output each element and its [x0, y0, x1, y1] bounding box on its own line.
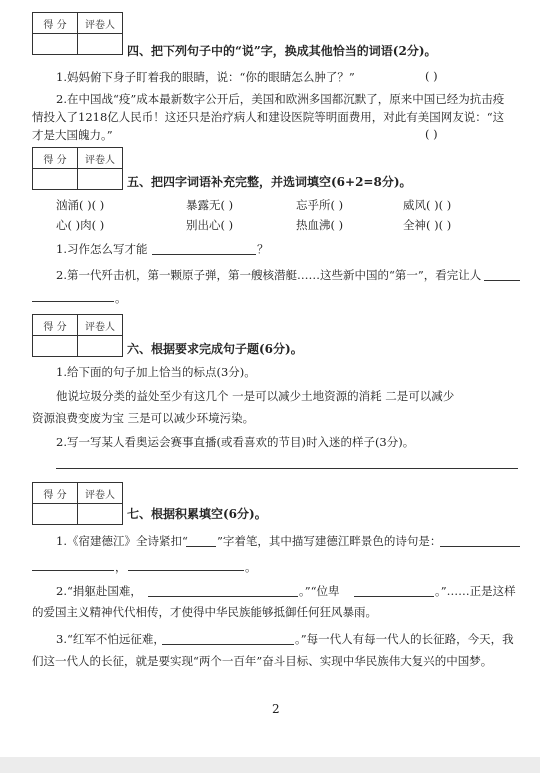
s7-q1-blank-poem-c[interactable] [128, 570, 244, 571]
idiom-1[interactable]: 汹涌( )( ) [56, 198, 105, 212]
score-label: 得 分 [33, 315, 78, 336]
s6-q1-line1: 他说垃圾分类的益处至少有这几个 一是可以减少土地资源的消耗 二是可以减少 [56, 389, 455, 403]
s7-q3-a: 3.“红军不怕远征难， [56, 632, 165, 646]
s4-q2-line1: 2.在中国战“疫”成本最新数字公开后，美国和欧洲多国都沉默了，原来中国已经为抗击疫 [56, 92, 505, 106]
idiom-6[interactable]: 别出心( ) [186, 218, 234, 232]
grader-box[interactable] [78, 34, 123, 55]
score-box[interactable] [33, 169, 78, 190]
s7-q2-b: 。”“位卑 [299, 584, 340, 598]
grader-box[interactable] [78, 169, 123, 190]
s7-q1-comma: ， [115, 560, 127, 574]
s5-q2-blank-a[interactable] [484, 280, 520, 281]
score-table-5 [32, 147, 123, 190]
score-label: 得 分 [33, 148, 78, 169]
score-table-6 [32, 314, 123, 357]
s7-q3-line2: 们这一代人的长征，就是要实现“两个一百年”奋斗目标、实现中华民族伟大复兴的中国梦。 [32, 654, 493, 668]
s4-q1-answer[interactable]: ( ) [425, 69, 438, 83]
idiom-8[interactable]: 全神( )( ) [403, 218, 452, 232]
s7-q1-blank-poem-a[interactable] [440, 546, 520, 547]
s4-q2-line2: 情投入了1218亿人民币！这还只是治疗病人和建设医院等明面费用，对此有美国网友说：“这 [32, 110, 505, 124]
s5-q2-end: 。 [115, 291, 127, 305]
idiom-4[interactable]: 威风( )( ) [403, 198, 452, 212]
score-table-4 [32, 12, 123, 55]
s5-q2: 2.第一代歼击机，第一颗原子弹，第一艘核潜艇……这些新中国的“第一”，看完让人 [56, 268, 482, 282]
s7-q3-b: 。”每一代人有每一代人的长征路，今天，我 [295, 632, 514, 646]
grader-label: 评卷人 [78, 483, 123, 504]
s7-q2-blank-b[interactable] [354, 596, 434, 597]
s4-q2-line3: 才是大国魄力。” [32, 128, 113, 142]
s5-q1: 1.习作怎么写才能 [56, 242, 148, 256]
s5-q2-blank-b[interactable] [32, 301, 114, 302]
section-6-title: 六、根据要求完成句子题(6分)。 [127, 342, 303, 356]
page-bottom-band [0, 757, 540, 773]
s5-q1-end: ？ [257, 242, 269, 256]
section-5-title: 五、把四字词语补充完整，并选词填空(6+2=8分)。 [127, 175, 412, 189]
s7-q1-b: ”字着笔，其中描写建德江畔景色的诗句是： [217, 534, 442, 548]
s4-q1: 1.妈妈俯下身子盯着我的眼睛，说：“你的眼睛怎么肿了？” [56, 70, 355, 84]
s7-q2-blank-a[interactable] [148, 596, 298, 597]
grader-box[interactable] [78, 336, 123, 357]
grader-label: 评卷人 [78, 13, 123, 34]
s6-q2: 2.写一写某人看奥运会赛事直播(或看喜欢的节目)时入迷的样子(3分)。 [56, 435, 415, 449]
idiom-5[interactable]: 心( )肉( ) [56, 218, 105, 232]
idiom-3[interactable]: 忘乎所( ) [296, 198, 344, 212]
s6-q1: 1.给下面的句子加上恰当的标点(3分)。 [56, 365, 256, 379]
score-label: 得 分 [33, 483, 78, 504]
score-box[interactable] [33, 336, 78, 357]
idiom-2[interactable]: 暴露无( ) [186, 198, 234, 212]
s7-q3-blank[interactable] [162, 644, 294, 645]
s7-q1-a: 1.《宿建德江》全诗紧扣“ [56, 534, 188, 548]
section-4-title: 四、把下列句子中的“说”字，换成其他恰当的词语(2分)。 [127, 44, 437, 58]
score-box[interactable] [33, 34, 78, 55]
grader-label: 评卷人 [78, 315, 123, 336]
section-7-title: 七、根据积累填空(6分)。 [127, 507, 267, 521]
s6-q1-line2: 资源浪费变废为宝 三是可以减少环境污染。 [32, 411, 255, 425]
s7-q2-a: 2.“捐躯赴国难， [56, 584, 142, 598]
idiom-7[interactable]: 热血沸( ) [296, 218, 344, 232]
score-label: 得 分 [33, 13, 78, 34]
page-number: 2 [272, 702, 280, 716]
s4-q2-answer[interactable]: ( ) [425, 127, 438, 141]
s5-q1-blank[interactable] [152, 254, 256, 255]
s7-q1-blank-word[interactable] [186, 546, 216, 547]
score-table-7 [32, 482, 123, 525]
s7-q1-period: 。 [245, 560, 257, 574]
s7-q1-blank-poem-b[interactable] [32, 570, 114, 571]
s7-q2-c: 。”……正是这样 [435, 584, 516, 598]
score-box[interactable] [33, 504, 78, 525]
grader-box[interactable] [78, 504, 123, 525]
s7-q2-line2: 的爱国主义精神代代相传，才使得中华民族能够抵御任何狂风暴雨。 [32, 605, 377, 619]
grader-label: 评卷人 [78, 148, 123, 169]
s6-q2-answer-line[interactable] [56, 468, 518, 469]
